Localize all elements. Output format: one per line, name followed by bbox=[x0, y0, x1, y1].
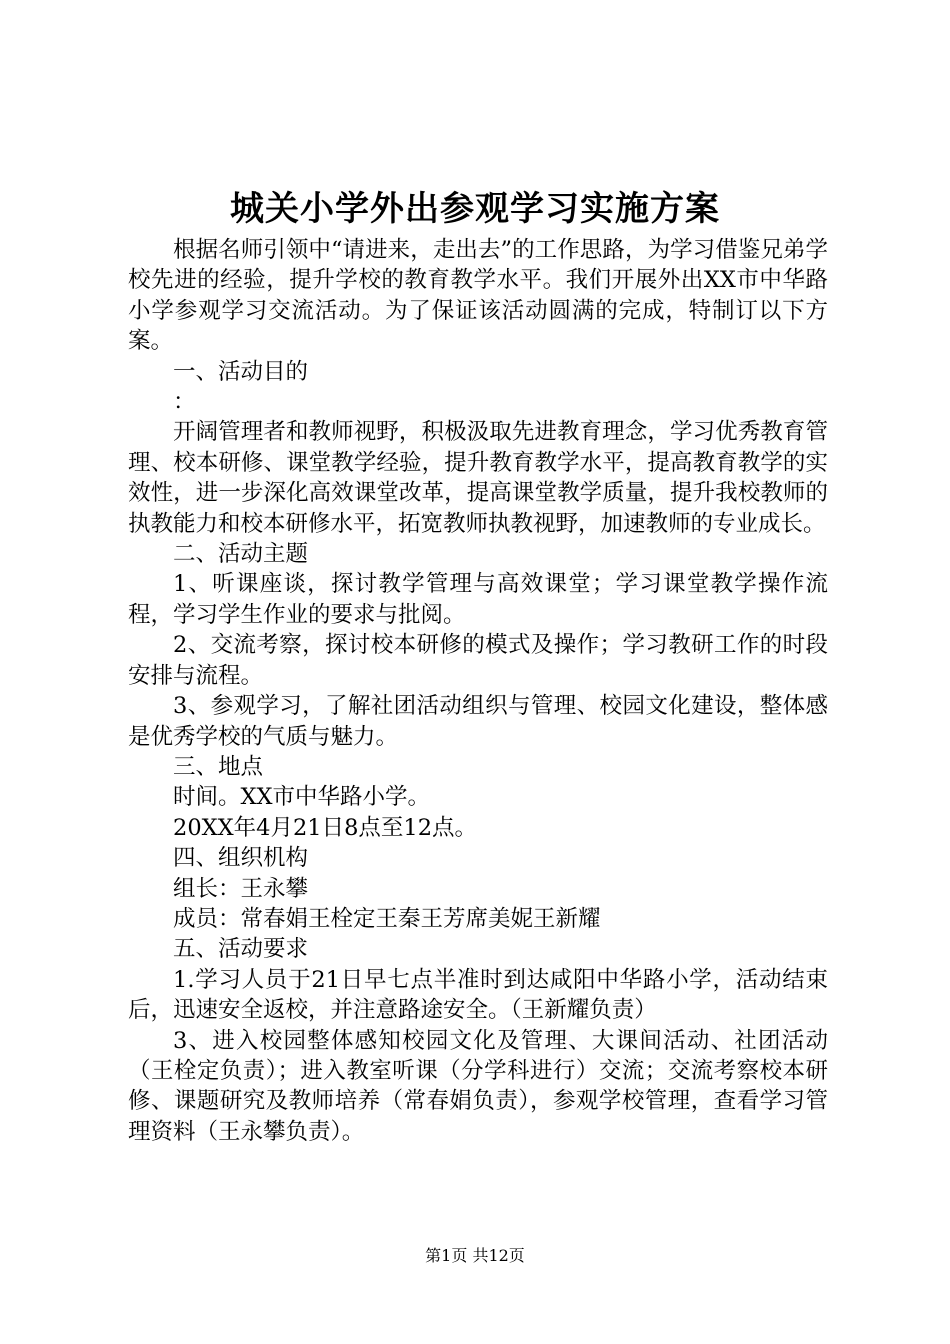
purpose-paragraph: 开阔管理者和教师视野，积极汲取先进教育理念，学习优秀教育管理、校本研修、课堂教学经验，提升教育教学水平，提高教育教学的实效性，进一步深化高效课堂改革，提高课堂教学质量，提升我校教师的执教能力和校本研修水平，拓宽教师执教视野，加速教师的专业成长。 bbox=[128, 419, 828, 537]
section-heading-purpose: 一、活动目的 bbox=[173, 358, 309, 385]
theme-item-1: 1、听课座谈，探讨教学管理与高效课堂；学习课堂教学操作流程，学习学生作业的要求与批阅。 bbox=[128, 571, 828, 628]
section-heading-requirements: 五、活动要求 bbox=[173, 936, 309, 963]
leader-line: 组长：王永攀 bbox=[173, 875, 309, 902]
theme-item-3: 3、参观学习，了解社团活动组织与管理、校园文化建设，整体感是优秀学校的气质与魅力。 bbox=[128, 693, 828, 750]
document-title: 城关小学外出参观学习实施方案 bbox=[230, 189, 720, 229]
colon-line: ： bbox=[173, 389, 196, 416]
section-heading-location: 三、地点 bbox=[173, 753, 264, 780]
page-footer: 第1页 共12页 bbox=[425, 1246, 525, 1265]
intro-paragraph: 根据名师引领中“请进来，走出去”的工作思路，为学习借鉴兄弟学校先进的经验，提升学校的教育教学水平。我们开展外出XX市中华路小学参观学习交流活动。为了保证该活动圆满的完成，特制订以下方案。 bbox=[128, 237, 828, 355]
theme-item-2: 2、交流考察，探讨校本研修的模式及操作；学习教研工作的时段安排与流程。 bbox=[128, 632, 828, 689]
members-line: 成员：常春娟王栓定王秦王芳席美妮王新耀 bbox=[173, 905, 601, 932]
requirement-item-3: 3、进入校园整体感知校园文化及管理、大课间活动、社团活动（王栓定负责）；进入教室听课（分学科进行）交流；交流考察校本研修、课题研究及教师培养（常春娟负责），参观学校管理，查看学习管理资料（王永攀负责）。 bbox=[128, 1027, 828, 1145]
time-line: 20XX年4月21日8点至12点。 bbox=[173, 814, 478, 841]
section-heading-theme: 二、活动主题 bbox=[173, 541, 309, 568]
location-line: 时间。XX市中华路小学。 bbox=[173, 784, 431, 811]
section-heading-organization: 四、组织机构 bbox=[173, 845, 309, 872]
requirement-item-1: 1.学习人员于21日早七点半准时到达咸阳中华路小学，活动结束后，迅速安全返校，并注意路途安全。（王新耀负责） bbox=[128, 966, 828, 1024]
document-body bbox=[128, 235, 828, 1147]
